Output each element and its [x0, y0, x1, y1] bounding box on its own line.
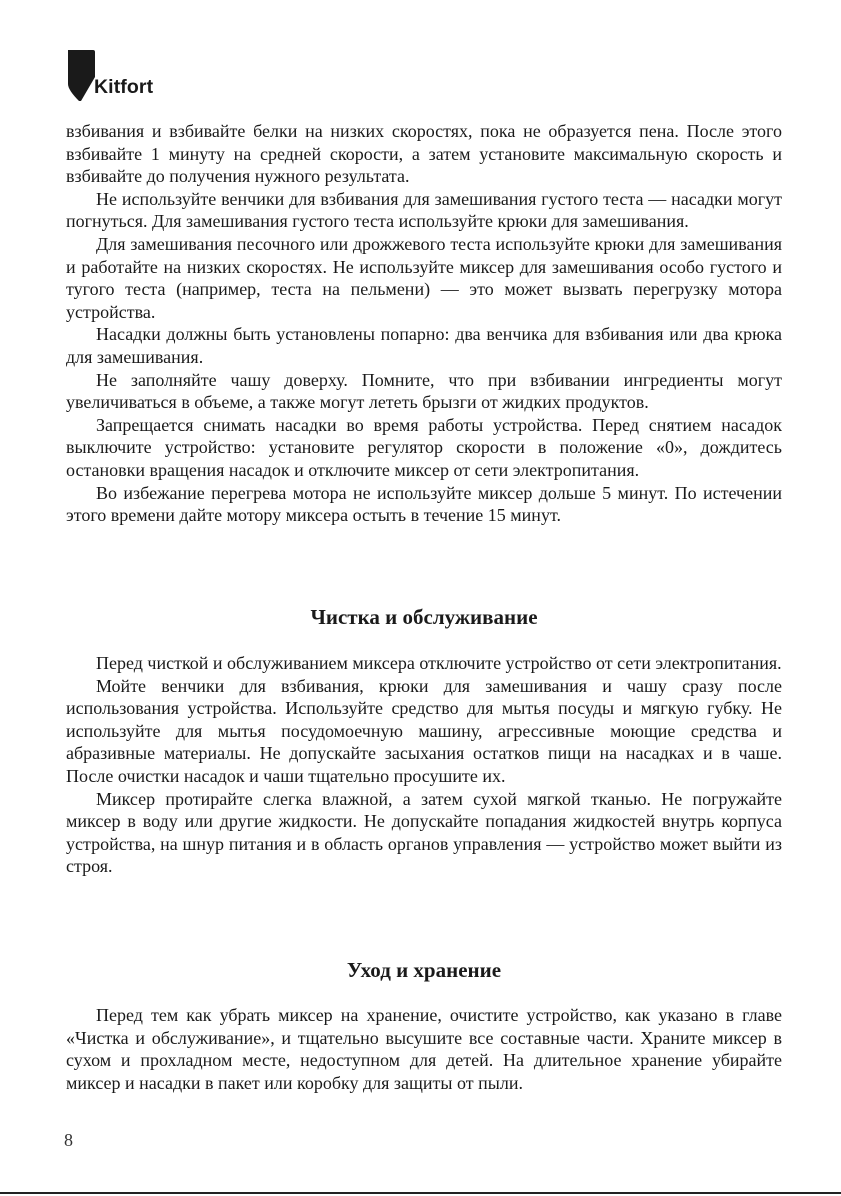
paragraph: взбивания и взбивайте белки на низких скоростях, пока не образуется пена. После этого взбивайте 1 минуту на средней скорости, а затем установите максимальную скорость и взбивайте до получения нужного результата.	[66, 121, 782, 187]
page-number: 8	[64, 1130, 73, 1150]
section-title-cleaning: Чистка и обслуживание	[310, 605, 538, 629]
bottom-divider	[0, 1192, 841, 1194]
paragraph: Насадки должны быть установлены попарно: два венчика для взбивания или два крюка для замешивания.	[66, 324, 782, 367]
paragraph: Мойте венчики для взбивания, крюки для замешивания и чашу сразу после использования устройства. Используйте средство для мытья посуды и мягкую губку. Не используйте для мытья посудомоечную машину, агрессивные моющие средства и абразивные материалы. Не допускайте засыхания остатков пищи на насадках и в чаше. После очистки насадок и чаши тщательно просушите их.	[66, 675, 782, 786]
paragraph: Во избежание перегрева мотора не используйте миксер дольше 5 минут. По истечении этого времени дайте мотору миксера остыть в течение 15 минут.	[66, 482, 782, 526]
paragraph: Перед чисткой и обслуживанием миксера отключите устройство от сети электропитания.	[96, 653, 782, 673]
paragraph: Миксер протирайте слегка влажной, а затем сухой мягкой тканью. Не погружайте миксер в воду или другие жидкости. Не допускайте попадания жидкостей внутрь корпуса устройства, на шнур питания и в область органов управления — устройство может выйти из строя.	[66, 788, 782, 877]
paragraph: Запрещается снимать насадки во время работы устройства. Перед снятием насадок выключите устройство: установите регулятор скорости в положение «0», дождитесь остановки вращения насадок и отключите миксер от сети электропитания.	[66, 414, 782, 480]
intro-section	[66, 120, 782, 527]
paragraph: Не заполняйте чашу доверху. Помните, что при взбивании ингредиенты могут увеличиваться в объеме, а также могут лететь брызги от жидких продуктов.	[66, 369, 782, 413]
section-title-storage: Уход и хранение	[346, 958, 502, 982]
brand-logo	[66, 50, 176, 102]
paragraph: Перед тем как убрать миксер на хранение, очистите устройство, как указано в главе «Чистка и обслуживание», и тщательно высушите все составные части. Храните миксер в сухом и прохладном месте, недоступном для детей. На длительное хранение убирайте миксер и насадки в пакет или коробку для защиты от пыли.	[66, 1005, 782, 1093]
logo-text: Kitfort	[94, 76, 154, 98]
kitfort-k-logo-icon	[66, 50, 96, 102]
paragraph: Для замешивания песочного или дрожжевого теста используйте крюки для замешивания и работайте на низких скоростях. Не используйте миксер для замешивания особо густого и тугого теста (например, теста на пельмени) — это может вызвать перегрузку мотора устройства.	[66, 233, 782, 322]
cleaning-section	[66, 652, 782, 878]
paragraph: Не используйте венчики для взбивания для замешивания густого теста — насадки могут погнуться. Для замешивания густого теста используйте крюки для замешивания.	[66, 188, 782, 232]
storage-section	[66, 1004, 782, 1094]
